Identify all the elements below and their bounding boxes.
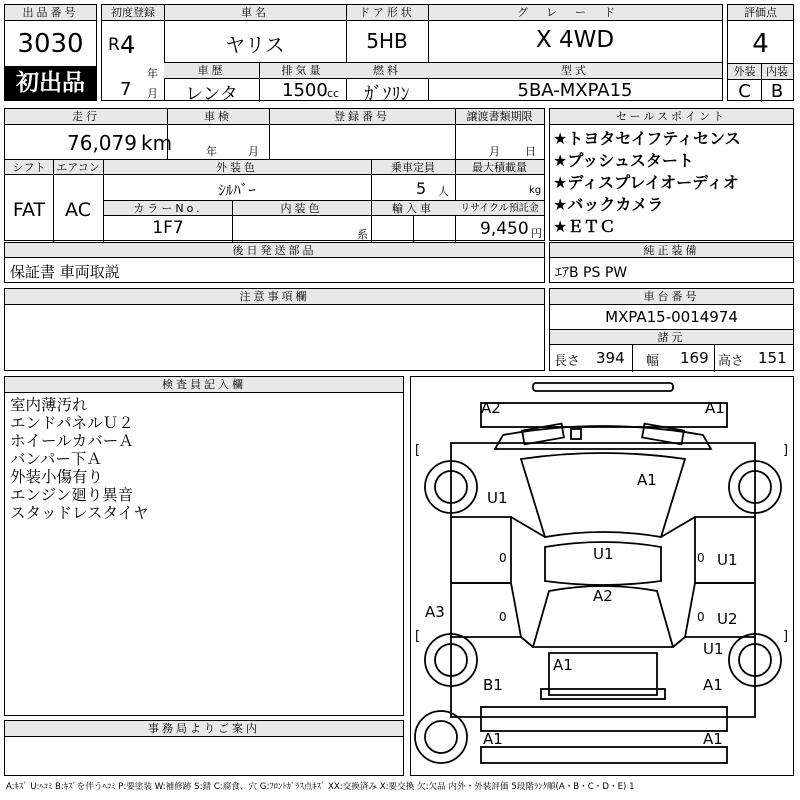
chassis-header: 車台番号 xyxy=(550,289,793,305)
car-name-value: ヤリス xyxy=(225,33,285,57)
inspector-note-line: 外装小傷有り xyxy=(10,468,104,486)
exterior-score: C xyxy=(738,81,751,102)
load-header: 最大積載量 xyxy=(455,160,544,175)
inspector-note-line: エンドパネルＵ２ xyxy=(10,414,134,432)
sales-point-item: ★ディスプレイオーディオ xyxy=(553,173,739,192)
interior-color-header: 内装色 xyxy=(232,201,371,216)
office-box xyxy=(4,720,404,776)
mileage-unit: km xyxy=(141,131,173,155)
fuel-header: 燃料 xyxy=(346,63,428,79)
history-value: レンタ xyxy=(185,84,238,105)
recycle-header: リサイクル預託金 xyxy=(455,201,544,216)
interior-score: B xyxy=(770,81,784,102)
spec-box xyxy=(101,4,723,105)
inspector-note-line: バンパー下Ａ xyxy=(10,450,102,468)
inspector-notes xyxy=(10,396,149,522)
height-value: 151 xyxy=(758,349,787,367)
capacity-unit: 人 xyxy=(438,185,449,198)
inspection-header: 車検 xyxy=(167,109,269,125)
zero-mark: 0 xyxy=(499,551,507,565)
damage-mark: A2 xyxy=(593,587,613,605)
car-outline xyxy=(411,377,795,777)
damage-mark: A3 xyxy=(425,603,445,621)
detail-box xyxy=(4,108,545,241)
mileage-value: 76,079 xyxy=(67,131,137,155)
length-label: 長さ xyxy=(554,354,581,369)
damage-mark: U1 xyxy=(487,489,508,507)
bracket-left: [ xyxy=(415,443,421,458)
inspector-note-line: ホイールカバーＡ xyxy=(10,432,134,450)
door-value: 5HB xyxy=(366,29,408,53)
sales-point-item: ★ＥＴＣ xyxy=(553,217,616,236)
damage-mark: A1 xyxy=(703,730,723,748)
grade-header: グレード xyxy=(428,5,722,21)
displacement-header: 排気量 xyxy=(259,63,346,79)
zero-mark: 0 xyxy=(499,610,507,624)
plate-header: 登録番号 xyxy=(269,109,455,125)
score-box xyxy=(727,4,794,101)
color-no-header: カラーNo. xyxy=(104,201,232,216)
notes-box xyxy=(4,288,545,371)
width-label: 幅 xyxy=(646,354,660,369)
chassis-box xyxy=(549,288,794,371)
damage-mark: U1 xyxy=(703,640,724,658)
damage-mark: A1 xyxy=(483,730,503,748)
chassis-value: MXPA15-0014974 xyxy=(605,308,738,326)
bracket-right: ] xyxy=(783,443,789,458)
inspector-note-line: 室内薄汚れ xyxy=(10,396,88,414)
capacity-value: 5 xyxy=(416,179,427,198)
lot-header: 出品番号 xyxy=(5,5,96,21)
color-no-value: 1F7 xyxy=(152,218,184,238)
legend: A:ｷｽﾞ U:ﾍｺﾐ B:ｷｽﾞを伴うﾍｺﾐ P:要塗装 W:補修跡 S:錆 C:腐食、穴 G:ﾌﾛﾝﾄｶﾞﾗｽ点ｷｽﾞ XX:交換済み X:要交換 欠:欠品 内外・外装評価 5段階ﾗﾝｸ順(A・B・C・D・E) 1 xyxy=(6,782,635,792)
score-value: 4 xyxy=(752,29,769,59)
equipment-box xyxy=(549,242,794,283)
inspector-note-line: エンジン廻り異音 xyxy=(10,486,134,504)
recycle-value: 9,450 xyxy=(480,219,529,239)
aircon-value: AC xyxy=(65,199,91,221)
damage-mark: A1 xyxy=(553,656,573,674)
fuel-value: ｶﾞｿﾘﾝ xyxy=(364,84,410,105)
office-header: 事務局よりご案内 xyxy=(5,721,403,737)
mileage-header: 走行 xyxy=(5,109,167,125)
sales-points-box xyxy=(549,108,794,241)
exterior-color-value: ｼﾙﾊﾞｰ xyxy=(218,181,256,199)
zero-mark: 0 xyxy=(697,551,705,565)
interior-color-suffix: 系 xyxy=(357,228,368,241)
later-parts-value: 保証書 車両取説 xyxy=(10,263,120,281)
notes-header: 注意事項欄 xyxy=(5,289,544,305)
reg-era: R xyxy=(108,35,120,55)
history-header: 車歴 xyxy=(164,63,259,79)
score-header: 評価点 xyxy=(728,5,793,21)
reg-year-unit: 年 xyxy=(147,67,158,80)
dims-header: 諸元 xyxy=(550,330,793,345)
reg-header: 初度登録 xyxy=(102,5,164,21)
import-header: 輸入車 xyxy=(371,201,455,216)
transfer-month-unit: 月 xyxy=(489,145,500,158)
damage-mark: A1 xyxy=(637,471,657,489)
equipment-header: 純正装備 xyxy=(550,243,793,258)
inspection-year-unit: 年 xyxy=(206,145,217,158)
transfer-header: 譲渡書類期限 xyxy=(455,109,544,125)
zero-mark: 0 xyxy=(697,610,705,624)
grade-value: X 4WD xyxy=(535,27,615,53)
damage-mark: U1 xyxy=(717,551,738,569)
later-parts-header: 後日発送部品 xyxy=(5,243,544,258)
length-value: 394 xyxy=(596,349,625,367)
displacement-unit: cc xyxy=(327,87,340,100)
damage-mark: U2 xyxy=(717,610,738,628)
width-value: 169 xyxy=(680,349,709,367)
bracket-right: ] xyxy=(783,629,789,644)
sales-points-header: セールスポイント xyxy=(550,109,793,125)
displacement-value: 1500 xyxy=(282,80,328,101)
shift-value: FAT xyxy=(12,199,46,221)
inspector-note-line: スタッドレスタイヤ xyxy=(10,504,149,522)
equipment-value: ｴｱB PS PW xyxy=(555,265,628,281)
bracket-left: [ xyxy=(415,629,421,644)
exterior-header: 外装 xyxy=(728,64,761,80)
car-diagram xyxy=(410,376,794,776)
capacity-header: 乗車定員 xyxy=(371,160,455,175)
load-unit: kg xyxy=(529,185,542,196)
door-header: ドア形状 xyxy=(346,5,428,21)
transfer-day-unit: 日 xyxy=(525,145,536,158)
sales-point-item: ★トヨタセイフティセンス xyxy=(553,129,741,148)
inspector-box xyxy=(4,376,404,716)
reg-year: 4 xyxy=(120,31,136,59)
lot-number: 3030 xyxy=(17,29,84,59)
model-value: 5BA-MXPA15 xyxy=(517,80,633,101)
aircon-header: エアコン xyxy=(53,160,103,175)
sales-points-list xyxy=(553,128,741,238)
shift-header: シフト xyxy=(5,160,53,175)
first-listing-badge: 初出品 xyxy=(5,66,96,100)
damage-mark: B1 xyxy=(483,676,503,694)
recycle-unit: 円 xyxy=(531,227,542,240)
exterior-color-header: 外装色 xyxy=(103,160,371,175)
sales-point-item: ★プッシュスタート xyxy=(553,151,694,170)
sales-point-item: ★バックカメラ xyxy=(553,195,664,214)
damage-mark: A1 xyxy=(703,676,723,694)
interior-header: 内装 xyxy=(761,64,793,80)
later-parts-box xyxy=(4,242,545,283)
damage-mark: A2 xyxy=(481,399,501,417)
car-name-header: 車名 xyxy=(164,5,346,21)
model-header: 型式 xyxy=(428,63,722,79)
damage-mark: U1 xyxy=(593,545,614,563)
lot-box xyxy=(4,4,97,101)
damage-mark: A1 xyxy=(705,399,725,417)
reg-month-unit: 月 xyxy=(147,87,158,100)
reg-month: 7 xyxy=(120,79,132,100)
inspection-month-unit: 月 xyxy=(248,145,259,158)
height-label: 高さ xyxy=(718,354,745,369)
inspector-header: 検査員記入欄 xyxy=(5,377,403,393)
